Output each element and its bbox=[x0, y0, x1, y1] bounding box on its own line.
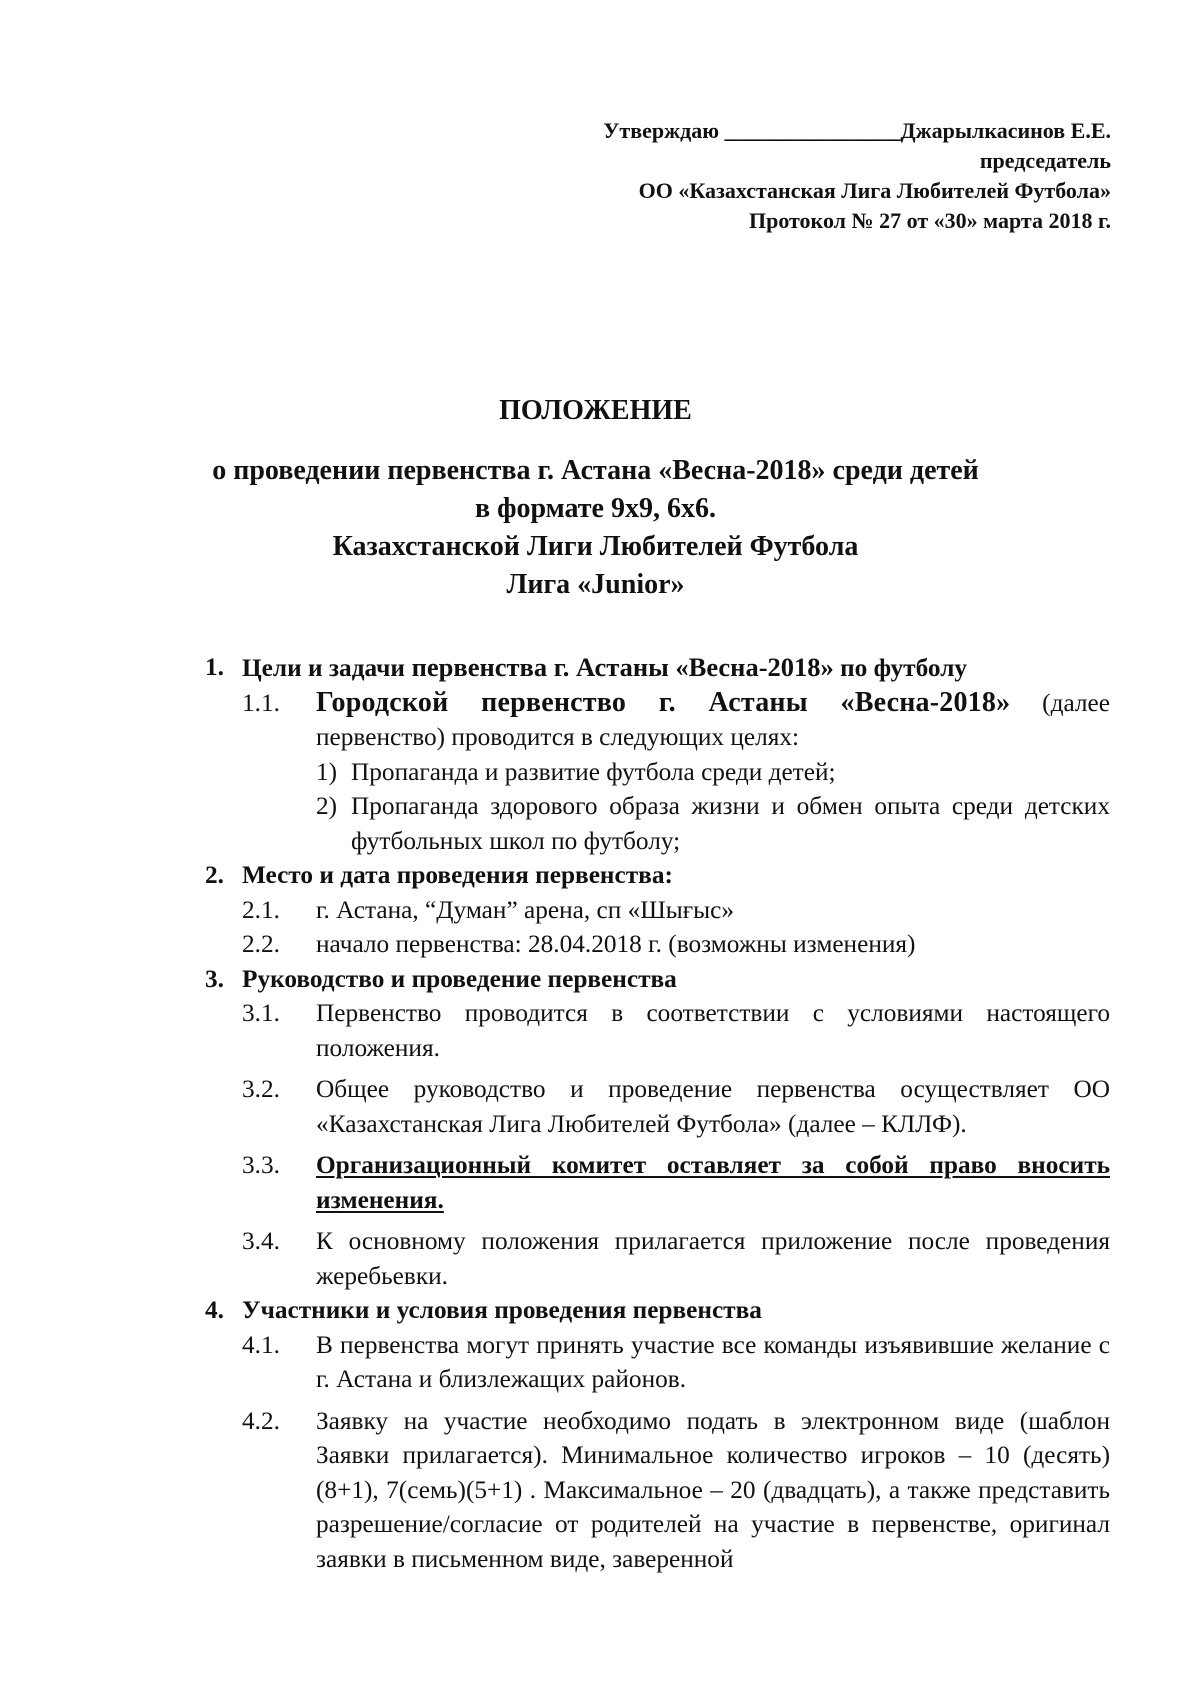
subtitle-line: в формате 9х9, 6х6. bbox=[475, 493, 716, 524]
section-title-part: по футболу bbox=[833, 654, 968, 682]
section-title: Руководство и проведение первенства bbox=[242, 964, 677, 993]
item-number: 3.4. bbox=[242, 1227, 280, 1255]
document-title: ПОЛОЖЕНИЕ bbox=[499, 395, 692, 426]
item-2-1 bbox=[205, 893, 1110, 928]
sub-item-number: 1) bbox=[316, 757, 338, 786]
section-number: 4. bbox=[205, 1296, 224, 1324]
section-title: Место и дата проведения первенства: bbox=[242, 861, 673, 889]
approval-position: председатель bbox=[979, 148, 1111, 173]
item-text: Общее руководство и проведение первенства осуществляет ОО «Казахстанская Лига Любителей Футбола» (далее – КЛЛФ). bbox=[316, 1075, 1110, 1138]
item-3-1 bbox=[205, 996, 1110, 1065]
item-number: 2.2. bbox=[242, 930, 280, 958]
subtitle-line: Казахстанской Лиги Любителей Футбола bbox=[332, 531, 859, 562]
item-4-2 bbox=[205, 1404, 1110, 1577]
section-number: 2. bbox=[205, 861, 224, 889]
item-number: 3.3. bbox=[242, 1151, 280, 1179]
sub-item-1 bbox=[205, 755, 1110, 790]
approval-signature-line: Утверждаю ________________Джарылкасинов Е.Е. bbox=[603, 118, 1111, 143]
item-number: 3.1. bbox=[242, 999, 280, 1027]
section-title-part: первенства г. Астаны «Весна-2018» bbox=[405, 652, 834, 682]
approval-block bbox=[411, 116, 1111, 236]
item-text: г. Астана, “Думан” арена, сп «Шығыс» bbox=[316, 895, 735, 924]
item-number: 4.2. bbox=[242, 1406, 280, 1435]
section-number: 1. bbox=[205, 653, 224, 681]
item-number: 2.1. bbox=[242, 895, 280, 924]
item-3-3 bbox=[205, 1148, 1110, 1217]
section-title: Участники и условия проведения первенства bbox=[242, 1296, 762, 1324]
item-number: 3.2. bbox=[242, 1075, 280, 1103]
section-heading-3 bbox=[205, 962, 1110, 997]
document-body bbox=[205, 650, 1110, 1576]
approval-organization: ОО «Казахстанская Лига Любителей Футбола» bbox=[638, 178, 1111, 203]
approval-protocol: Протокол № 27 от «30» марта 2018 г. bbox=[748, 208, 1111, 233]
item-text: Первенство проводится в соответствии с условиями настоящего положения. bbox=[316, 999, 1110, 1062]
subtitle-line: Лига «Junior» bbox=[506, 569, 685, 600]
sub-item-2 bbox=[205, 789, 1110, 858]
item-text: начало первенства: 28.04.2018 г. (возможны изменения) bbox=[316, 930, 916, 958]
section-number: 3. bbox=[205, 964, 224, 993]
item-3-2 bbox=[205, 1072, 1110, 1141]
item-number: 1.1. bbox=[242, 688, 280, 717]
section-heading-4 bbox=[205, 1293, 1110, 1328]
item-4-1 bbox=[205, 1328, 1110, 1397]
item-lead-text: Городской первенство г. Астаны «Весна-2018» bbox=[316, 686, 1011, 718]
item-1-1 bbox=[205, 686, 1110, 755]
section-heading-2 bbox=[205, 858, 1110, 893]
item-text: К основному положения прилагается приложение после проведения жеребьевки. bbox=[316, 1227, 1110, 1290]
subtitle-line: о проведении первенства г. Астана «Весна-2018» среди детей bbox=[212, 455, 979, 486]
sub-item-text: Пропаганда и развитие футбола среди детей; bbox=[351, 757, 836, 786]
item-3-4 bbox=[205, 1224, 1110, 1293]
section-title-part: Цели и задачи bbox=[242, 654, 405, 682]
item-text: (далее первенство) проводится в следующих целях: bbox=[316, 688, 1111, 751]
section-heading-1 bbox=[205, 650, 1110, 686]
sub-item-number: 2) bbox=[316, 792, 338, 820]
document-subtitle bbox=[0, 452, 1191, 604]
item-2-2 bbox=[205, 927, 1110, 962]
item-number: 4.1. bbox=[242, 1330, 280, 1359]
item-text: Заявку на участие необходимо подать в электронном виде (шаблон Заявки прилагается). Минимальное количество игроков – 10 (десять)(8+1), 7(семь)(5+1) . Максимальное – 20 (двадцать), а также представить разрешение/согласие от родителей на участие в первенстве, оригинал заявки в письменном виде, заверенной bbox=[316, 1406, 1110, 1573]
item-text-emphasis: Организационный комитет оставляет за собой право вносить изменения. bbox=[316, 1151, 1110, 1214]
sub-item-text: Пропаганда здорового образа жизни и обмен опыта среди детских футбольных школ по футболу; bbox=[351, 792, 1110, 855]
item-text: В первенства могут принять участие все команды изъявившие желание с г. Астана и близлежащих районов. bbox=[316, 1330, 1110, 1393]
